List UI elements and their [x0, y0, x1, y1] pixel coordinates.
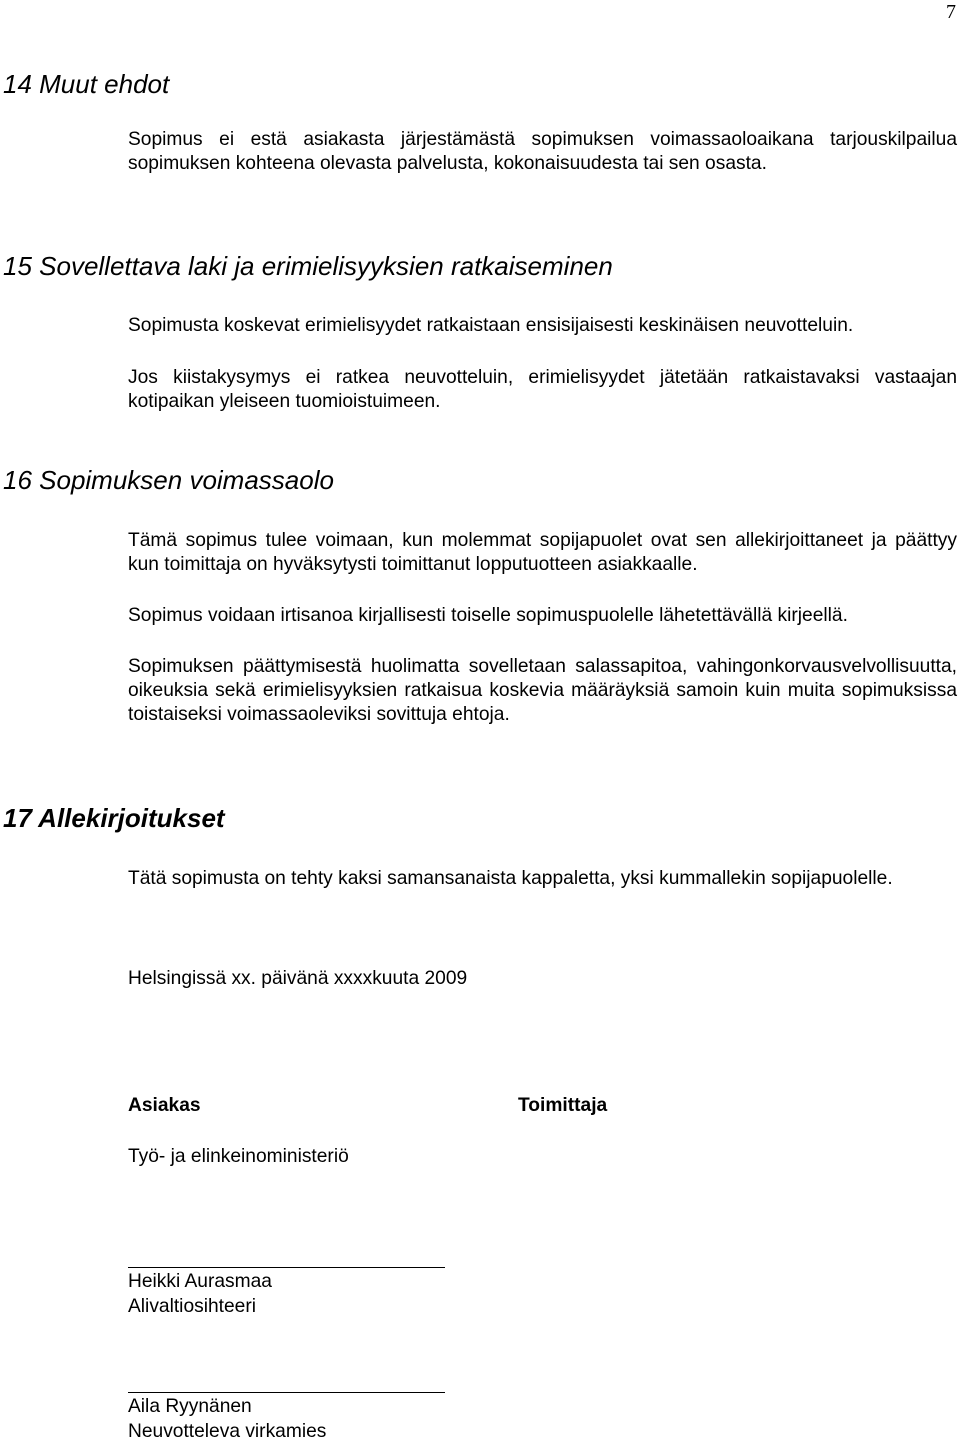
- signing-place-date: Helsingissä xx. päivänä xxxxkuuta 2009: [128, 968, 468, 989]
- section-14-paragraph: Sopimus ei estä asiakasta järjestämästä sopimuksen voimassaoloaikana tarjouskilpailua sopimuksen kohteena olevasta palvelusta, kokonaisuudesta tai sen osasta.: [128, 129, 957, 174]
- section-16-paragraph-2: Sopimus voidaan irtisanoa kirjallisesti toiselle sopimuspuolelle lähetettävällä kirjeellä.: [128, 605, 848, 626]
- party-client-label: Asiakas: [128, 1095, 201, 1116]
- signer-2-title: Neuvotteleva virkamies: [128, 1421, 327, 1442]
- section-heading-14: 14 Muut ehdot: [3, 69, 170, 99]
- signer-2-name: Aila Ryynänen: [128, 1396, 252, 1417]
- section-16-paragraph-1: Tämä sopimus tulee voimaan, kun molemmat sopijapuolet ovat sen allekirjoittaneet ja päättyy kun toimittaja on hyväksytysti toimittanut lopputuotteen asiakkaalle.: [128, 530, 957, 575]
- party-supplier-label: Toimittaja: [518, 1095, 608, 1116]
- client-organization: Työ- ja elinkeinoministeriö: [128, 1146, 349, 1167]
- section-15-paragraph-2: Jos kiistakysymys ei ratkea neuvotteluin, erimielisyydet jätetään ratkaistavaksi vastaajan kotipaikan yleiseen tuomioistuimeen.: [128, 367, 957, 412]
- section-15-paragraph-1: Sopimusta koskevat erimielisyydet ratkaistaan ensisijaisesti keskinäisen neuvotteluin.: [128, 315, 854, 336]
- signer-1-title: Alivaltiosihteeri: [128, 1296, 256, 1317]
- signer-1-name: Heikki Aurasmaa: [128, 1271, 272, 1292]
- section-17-paragraph-1: Tätä sopimusta on tehty kaksi samansanaista kappaletta, yksi kummallekin sopijapuolelle.: [128, 868, 893, 889]
- section-heading-16: 16 Sopimuksen voimassaolo: [3, 465, 334, 495]
- page-number: 7: [946, 1, 956, 23]
- section-16-paragraph-3: Sopimuksen päättymisestä huolimatta sovelletaan salassapitoa, vahingonkorvausvelvollisuutta, oikeuksia sekä erimielisyyksien ratkaisua koskevia määräyksiä samoin kuin muita sopimuksissa toistaiseksi voimassaoleviksi sovittuja ehtoja.: [128, 656, 957, 725]
- signature-line-1: [128, 1267, 445, 1268]
- section-heading-17: 17 Allekirjoitukset: [3, 803, 225, 833]
- signature-line-2: [128, 1392, 445, 1393]
- section-heading-15: 15 Sovellettava laki ja erimielisyyksien ratkaiseminen: [3, 251, 613, 281]
